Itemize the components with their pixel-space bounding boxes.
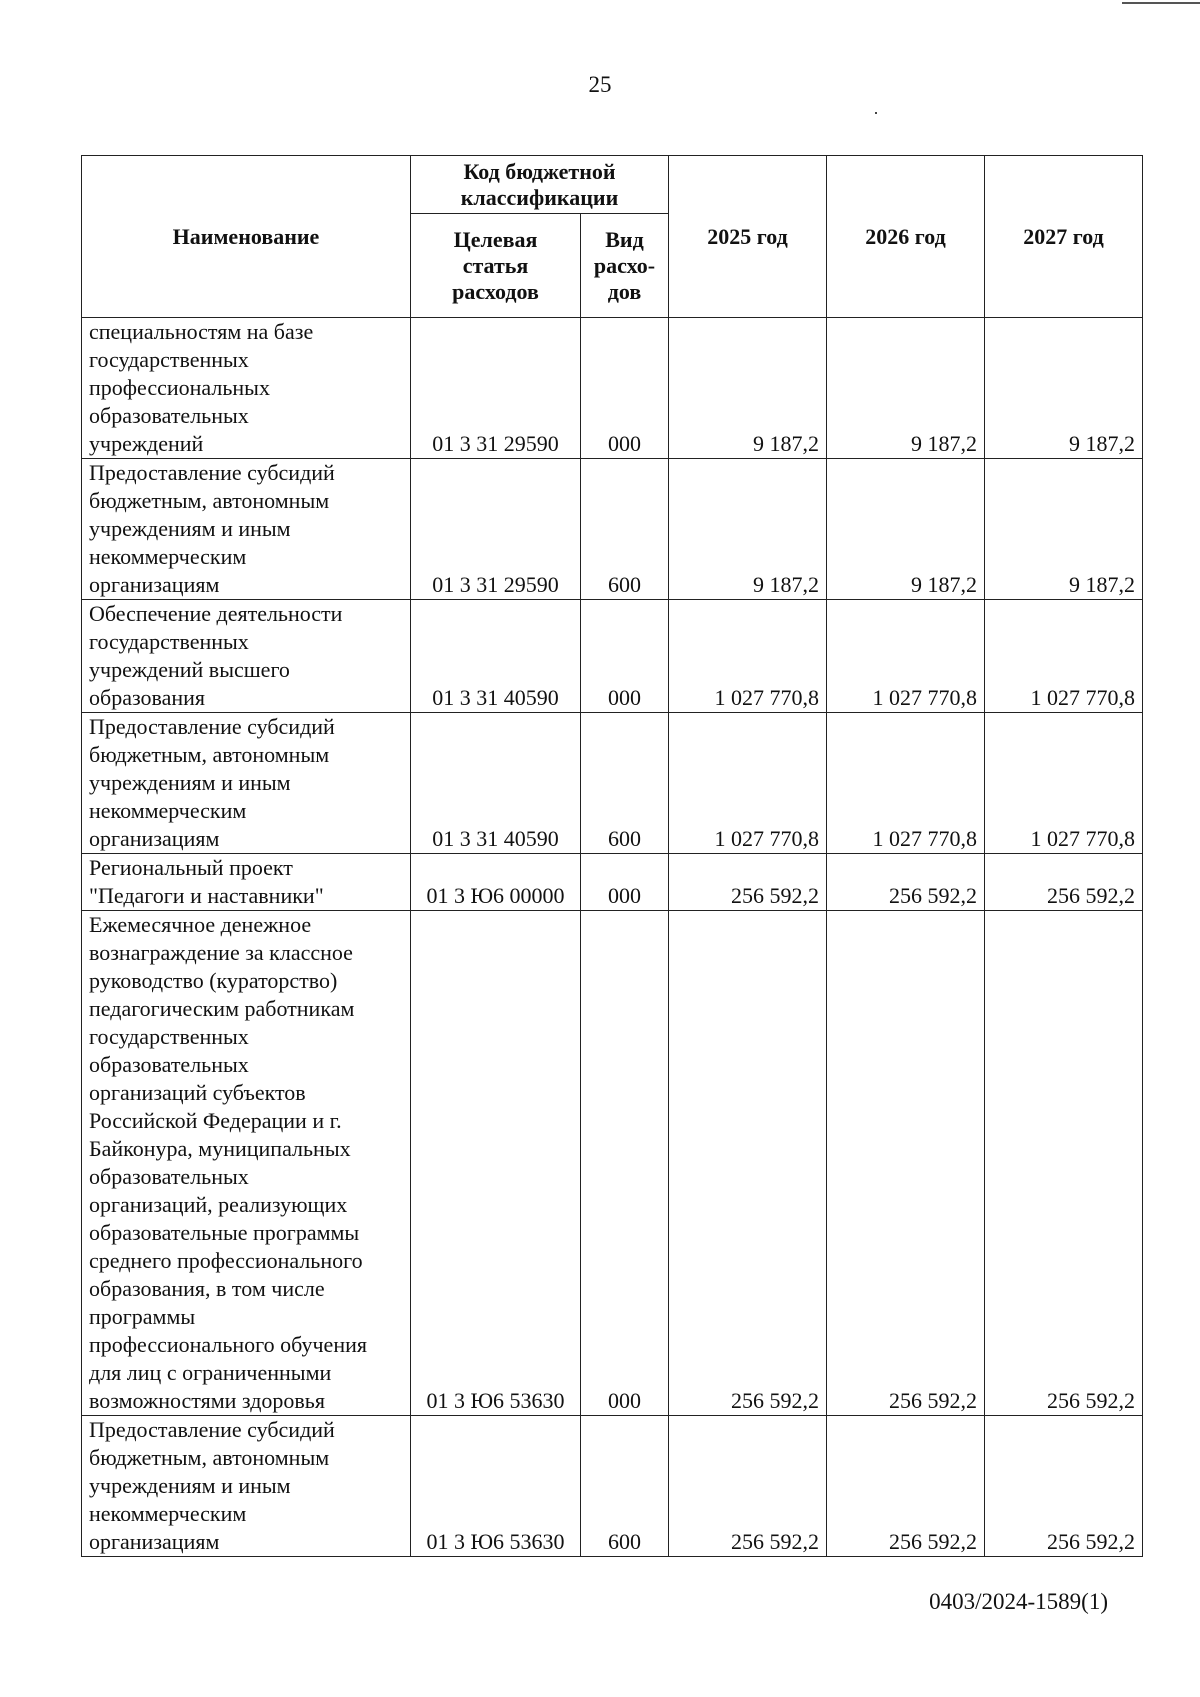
- scan-speck: [875, 112, 877, 114]
- row-value-2025: 1 027 770,8: [669, 713, 827, 854]
- row-value-2027: 9 187,2: [985, 318, 1143, 459]
- row-value-2027: 256 592,2: [985, 911, 1143, 1416]
- row-value-2026: 256 592,2: [827, 911, 985, 1416]
- table-row: [82, 713, 1143, 854]
- header-year-2027: 2027 год: [985, 156, 1143, 318]
- scan-edge-rule: [1122, 2, 1200, 4]
- row-value-2025: 9 187,2: [669, 459, 827, 600]
- row-expense-type: 000: [581, 854, 669, 911]
- row-value-2027: 256 592,2: [985, 1416, 1143, 1557]
- row-target-code: 01 3 Ю6 53630: [411, 1416, 581, 1557]
- row-name: Обеспечение деятельности государственных учреждений высшего образования: [89, 601, 343, 710]
- page-number: 25: [588, 72, 612, 97]
- header-name: Наименование: [82, 156, 411, 318]
- row-value-2025: 9 187,2: [669, 318, 827, 459]
- row-expense-type: 000: [581, 600, 669, 713]
- row-target-code: 01 3 Ю6 00000: [411, 854, 581, 911]
- row-value-2026: 1 027 770,8: [827, 600, 985, 713]
- row-value-2026: 1 027 770,8: [827, 713, 985, 854]
- row-name: Региональный проект "Педагоги и наставники": [89, 855, 324, 908]
- row-value-2027: 1 027 770,8: [985, 600, 1143, 713]
- row-value-2026: 256 592,2: [827, 1416, 985, 1557]
- row-target-code: 01 3 31 40590: [411, 600, 581, 713]
- row-name: Ежемесячное денежное вознаграждение за классное руководство (кураторство) педагогическим работникам государственных образовательных организаций субъектов Российской Федерации и г. Байконура, муниципальных образовательных организаций, реализующих образовательные программы среднего профессионального образования, в том числе программы профессионального обучения для лиц с ограниченными возможностями здоровья: [89, 912, 367, 1413]
- row-value-2025: 256 592,2: [669, 911, 827, 1416]
- row-target-code: 01 3 31 29590: [411, 459, 581, 600]
- budget-table: [81, 155, 1143, 1557]
- row-target-code: 01 3 Ю6 53630: [411, 911, 581, 1416]
- table-row: [82, 911, 1143, 1416]
- row-value-2027: 256 592,2: [985, 854, 1143, 911]
- row-value-2026: 9 187,2: [827, 459, 985, 600]
- table-row: [82, 854, 1143, 911]
- document-code: 0403/2024-1589(1): [929, 1589, 1108, 1614]
- table-row: [82, 318, 1143, 459]
- row-value-2027: 9 187,2: [985, 459, 1143, 600]
- row-name: Предоставление субсидий бюджетным, автономным учреждениям и иным некоммерческим организациям: [89, 714, 335, 851]
- row-value-2025: 1 027 770,8: [669, 600, 827, 713]
- row-name: Предоставление субсидий бюджетным, автономным учреждениям и иным некоммерческим организациям: [89, 460, 335, 597]
- header-year-2025: 2025 год: [669, 156, 827, 318]
- row-value-2027: 1 027 770,8: [985, 713, 1143, 854]
- row-expense-type: 000: [581, 911, 669, 1416]
- row-expense-type: 000: [581, 318, 669, 459]
- table-row: [82, 1416, 1143, 1557]
- row-value-2025: 256 592,2: [669, 854, 827, 911]
- row-target-code: 01 3 31 29590: [411, 318, 581, 459]
- row-value-2026: 256 592,2: [827, 854, 985, 911]
- row-expense-type: 600: [581, 1416, 669, 1557]
- row-expense-type: 600: [581, 459, 669, 600]
- row-name: Предоставление субсидий бюджетным, автономным учреждениям и иным некоммерческим организациям: [89, 1417, 335, 1554]
- row-name: специальностям на базе государственных профессиональных образовательных учреждений: [89, 319, 314, 456]
- header-expense-type: Вид расхо-дов: [581, 214, 669, 318]
- header-target-article: Целевая статья расходов: [411, 214, 581, 318]
- header-budget-code-group: Код бюджетной классификации: [411, 156, 669, 214]
- header-year-2026: 2026 год: [827, 156, 985, 318]
- row-value-2026: 9 187,2: [827, 318, 985, 459]
- table-row: [82, 459, 1143, 600]
- row-expense-type: 600: [581, 713, 669, 854]
- row-target-code: 01 3 31 40590: [411, 713, 581, 854]
- table-row: [82, 600, 1143, 713]
- row-value-2025: 256 592,2: [669, 1416, 827, 1557]
